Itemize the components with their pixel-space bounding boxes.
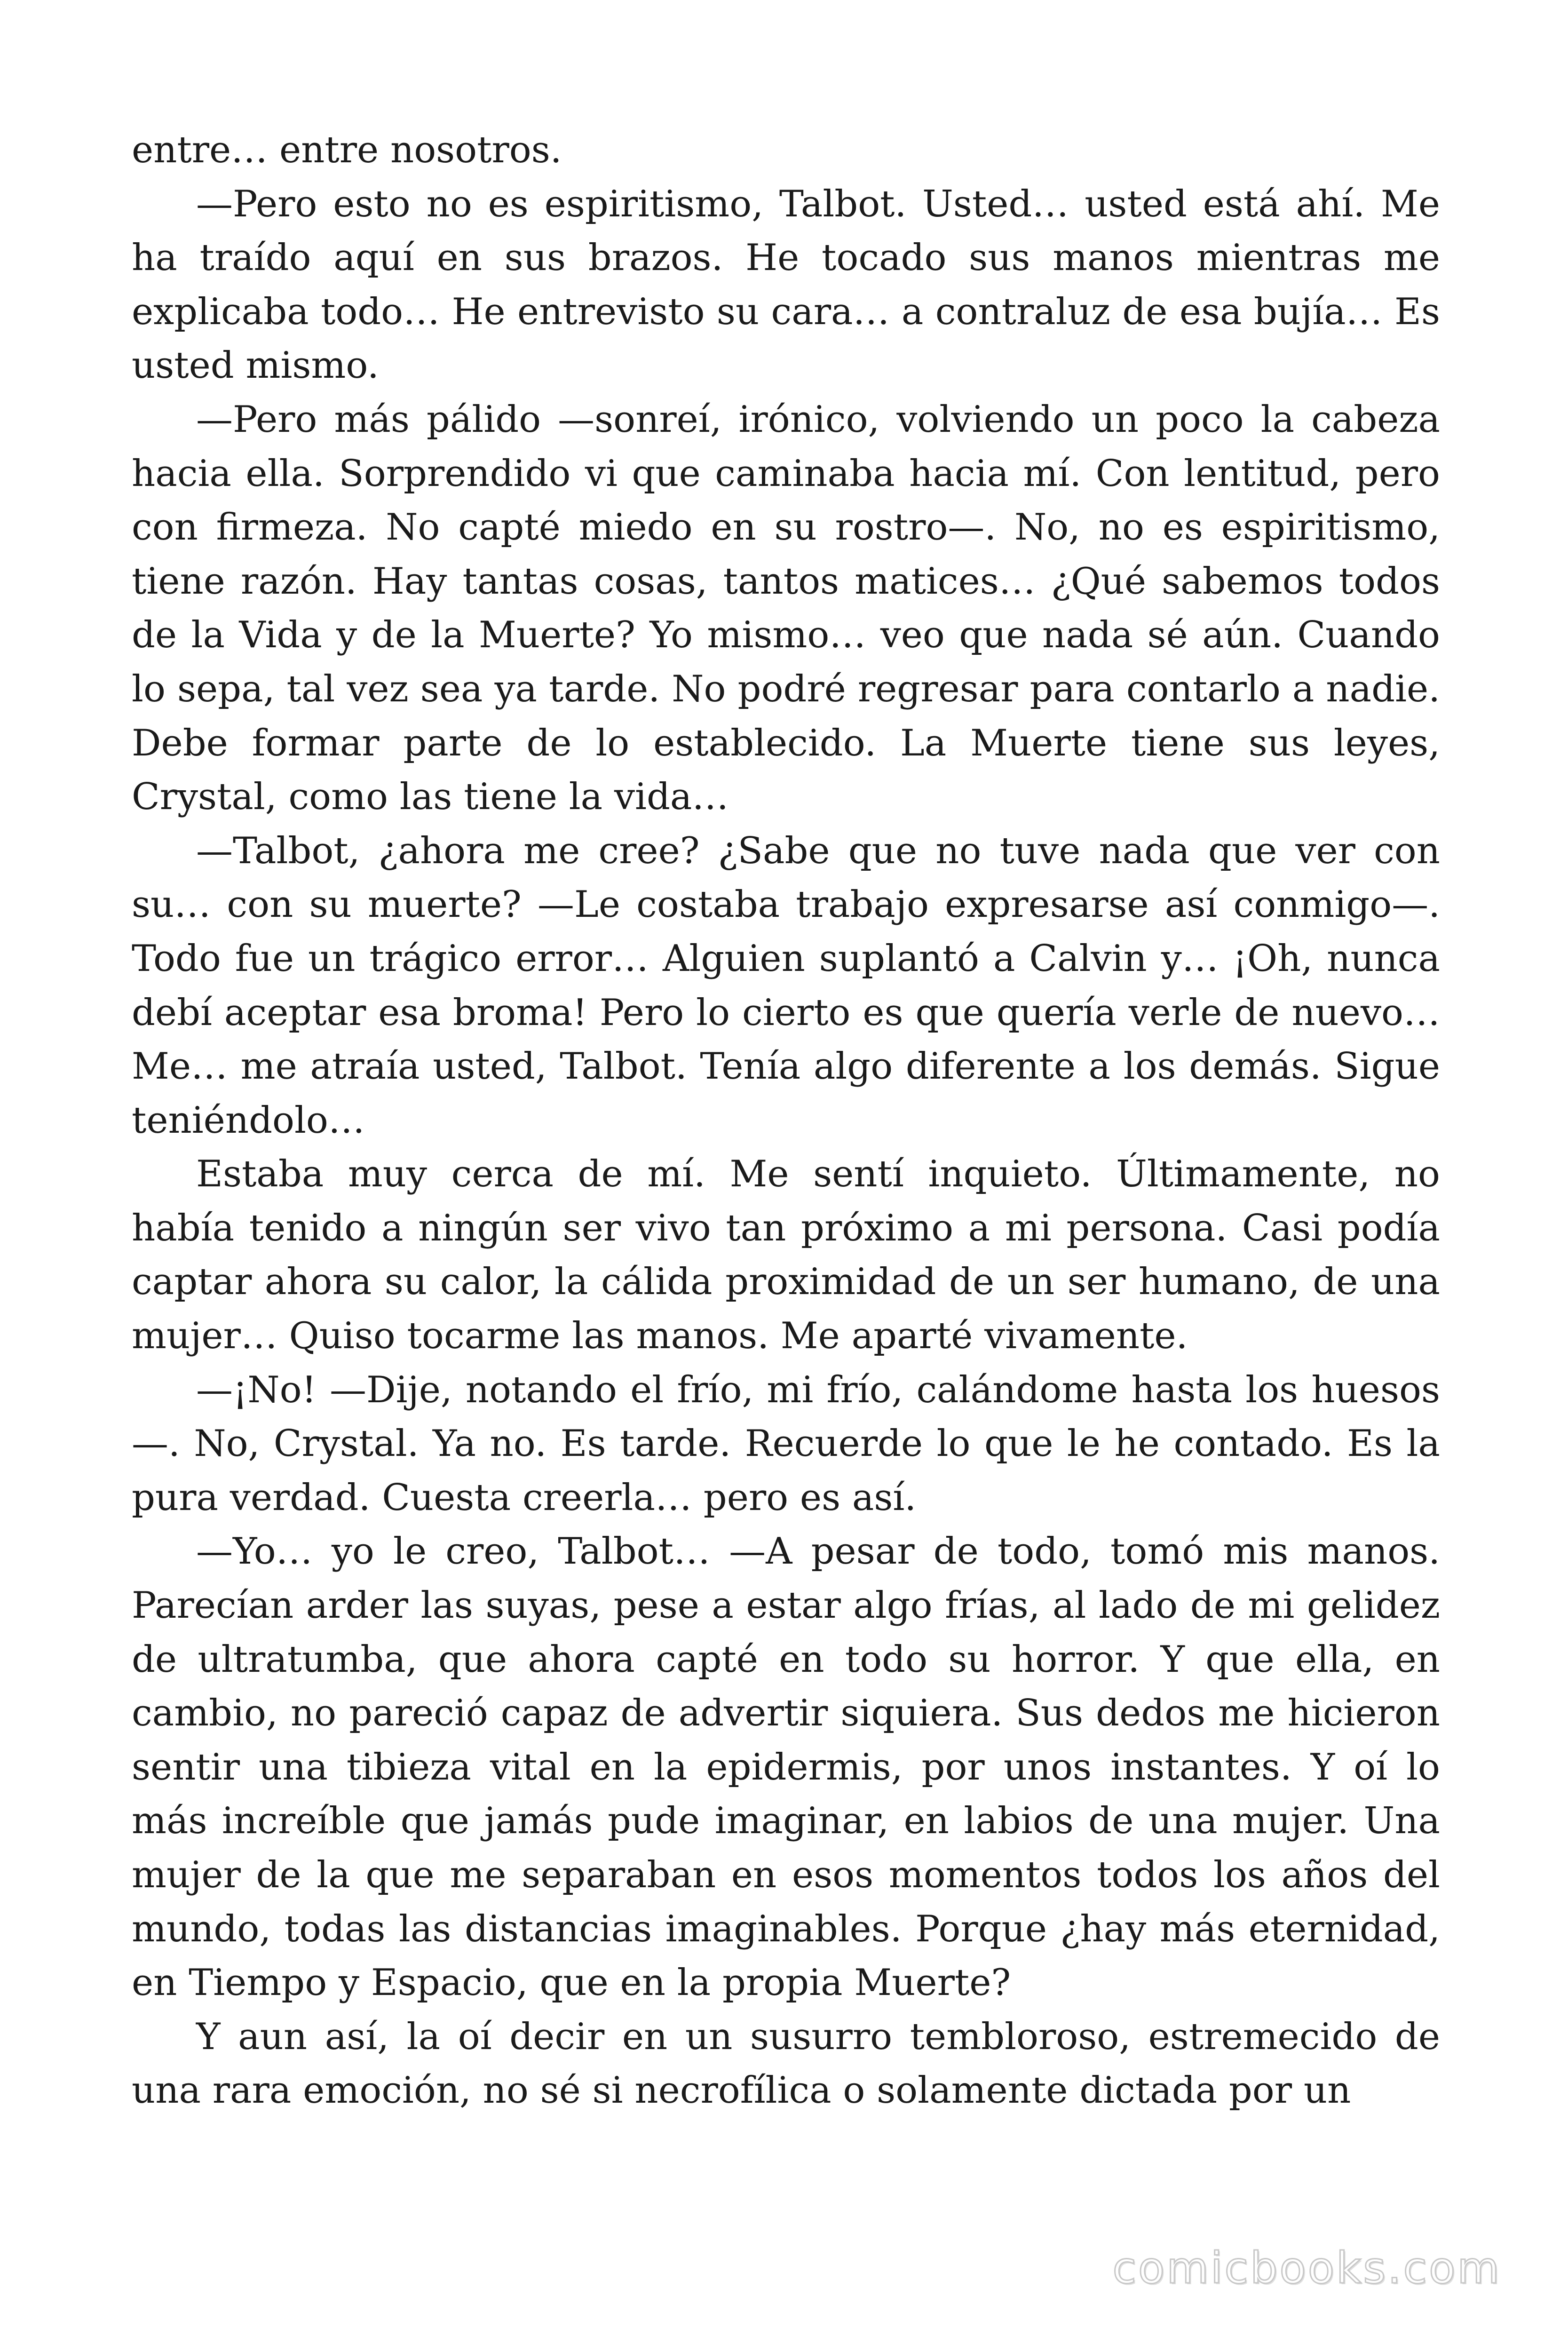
paragraph: —Pero más pálido —sonreí, irónico, volviendo un poco la cabeza hacia ella. Sorprendido vi que caminaba hacia mí. Con lentitud, pero con firmeza. No capté miedo en su rostro—. No, no es espiritismo, tiene razón. Hay tantas cosas, tantos matices… ¿Qué sabemos todos de la Vida y de la Muerte? Yo mismo… veo que nada sé aún. Cuando lo sepa, tal vez sea ya tarde. No podré regresar para contarlo a nadie. Debe formar parte de lo establecido. La Muerte tiene sus leyes, Crystal, como las tiene la vida… bbox=[132, 398, 1440, 818]
paragraph: —Pero esto no es espiritismo, Talbot. Usted… usted está ahí. Me ha traído aquí en sus brazos. He tocado sus manos mientras me explicaba todo… He entrevisto su cara… a contraluz de esa bujía… Es usted mismo. bbox=[132, 183, 1440, 387]
paragraph-continuation: entre… entre nosotros. bbox=[132, 129, 562, 171]
paragraph: Y aun así, la oí decir en un susurro tembloroso, estremecido de una rara emoción, no sé si necrofílica o solamente dictada por un bbox=[132, 2015, 1440, 2112]
paragraph: —¡No! —Dije, notando el frío, mi frío, calándome hasta los huesos—. No, Crystal. Ya no. Es tarde. Recuerde lo que le he contado. Es la pura verdad. Cuesta creerla… pero es así. bbox=[132, 1368, 1440, 1519]
paragraph: —Yo… yo le creo, Talbot… —A pesar de todo, tomó mis manos. Parecían arder las suyas, pese a estar algo frías, al lado de mi gelidez de ultratumba, que ahora capté en todo su horror. Y que ella, en cambio, no pareció capaz de advertir siquiera. Sus dedos me hicieron sentir una tibieza vital en la epidermis, por unos instantes. Y oí lo más increíble que jamás pude imaginar, en labios de una mujer. Una mujer de la que me separaban en esos momentos todos los años del mundo, todas las distancias imaginables. Porque ¿hay más eternidad, en Tiempo y Espacio, que en la propia Muerte? bbox=[132, 1530, 1440, 2004]
paragraph: Estaba muy cerca de mí. Me sentí inquieto. Últimamente, no había tenido a ningún ser vivo tan próximo a mi persona. Casi podía captar ahora su calor, la cálida proximidad de un ser humano, de una mujer… Quiso tocarme las manos. Me aparté vivamente. bbox=[132, 1153, 1440, 1358]
paragraph: —Talbot, ¿ahora me cree? ¿Sabe que no tuve nada que ver con su… con su muerte? —Le costaba trabajo expresarse así conmigo—. Todo fue un trágico error… Alguien suplantó a Calvin y… ¡Oh, nunca debí aceptar esa broma! Pero lo cierto es que quería verle de nuevo… Me… me atraía usted, Talbot. Tenía algo diferente a los demás. Sigue teniéndolo… bbox=[132, 829, 1440, 1142]
body-text bbox=[132, 123, 1440, 2118]
watermark: comicbooks.com bbox=[1112, 2243, 1501, 2293]
